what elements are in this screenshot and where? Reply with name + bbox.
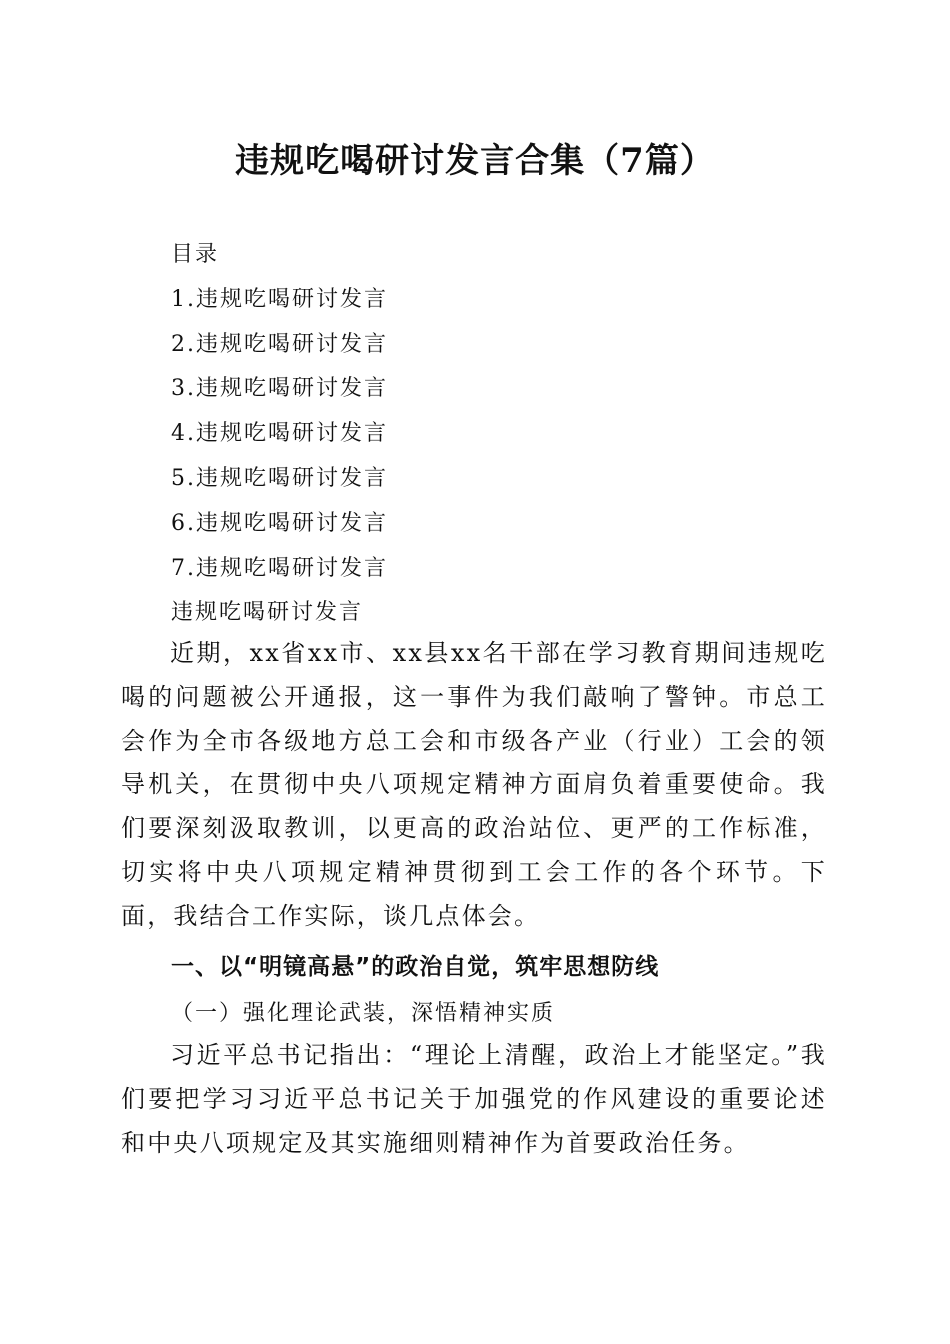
section-heading: 一、以“明镜高悬”的政治自觉，筑牢思想防线	[171, 954, 660, 980]
toc-item[interactable]: 5.违规吃喝研讨发言	[171, 465, 388, 491]
toc-item[interactable]: 6.违规吃喝研讨发言	[171, 510, 388, 536]
subsection-heading: （一）强化理论武装，深悟精神实质	[171, 1001, 556, 1026]
toc-item[interactable]: 3.违规吃喝研讨发言	[171, 376, 388, 402]
toc-item[interactable]: 7.违规吃喝研讨发言	[171, 555, 388, 581]
document-title: 违规吃喝研讨发言合集（7篇）	[235, 141, 715, 181]
toc-item[interactable]: 1.违规吃喝研讨发言	[171, 286, 388, 312]
table-of-contents	[171, 233, 771, 636]
closing-paragraph: 习近平总书记指出：“理论上清醒，政治上才能坚定。”我们要把学习习近平总书记关于加强党的作风建设的重要论述和中央八项规定及其实施细则精神作为首要政治任务。	[121, 1041, 827, 1157]
toc-item[interactable]: 2.违规吃喝研讨发言	[171, 331, 388, 357]
toc-heading: 目录	[171, 242, 220, 267]
article-title: 违规吃喝研讨发言	[171, 600, 364, 626]
toc-item[interactable]: 4.违规吃喝研讨发言	[171, 421, 388, 447]
body-paragraph: 近期，xx省xx市、xx县xx名干部在学习教育期间违规吃喝的问题被公开通报，这一事件为我们敲响了警钟。市总工会作为全市各级地方总工会和市级各产业（行业）工会的领导机关，在贯彻中央八项规定精神方面肩负着重要使命。我们要深刻汲取教训，以更高的政治站位、更严的工作标准，切实将中央八项规定精神贯彻到工会工作的各个环节。下面，我结合工作实际，谈几点体会。	[121, 639, 827, 930]
